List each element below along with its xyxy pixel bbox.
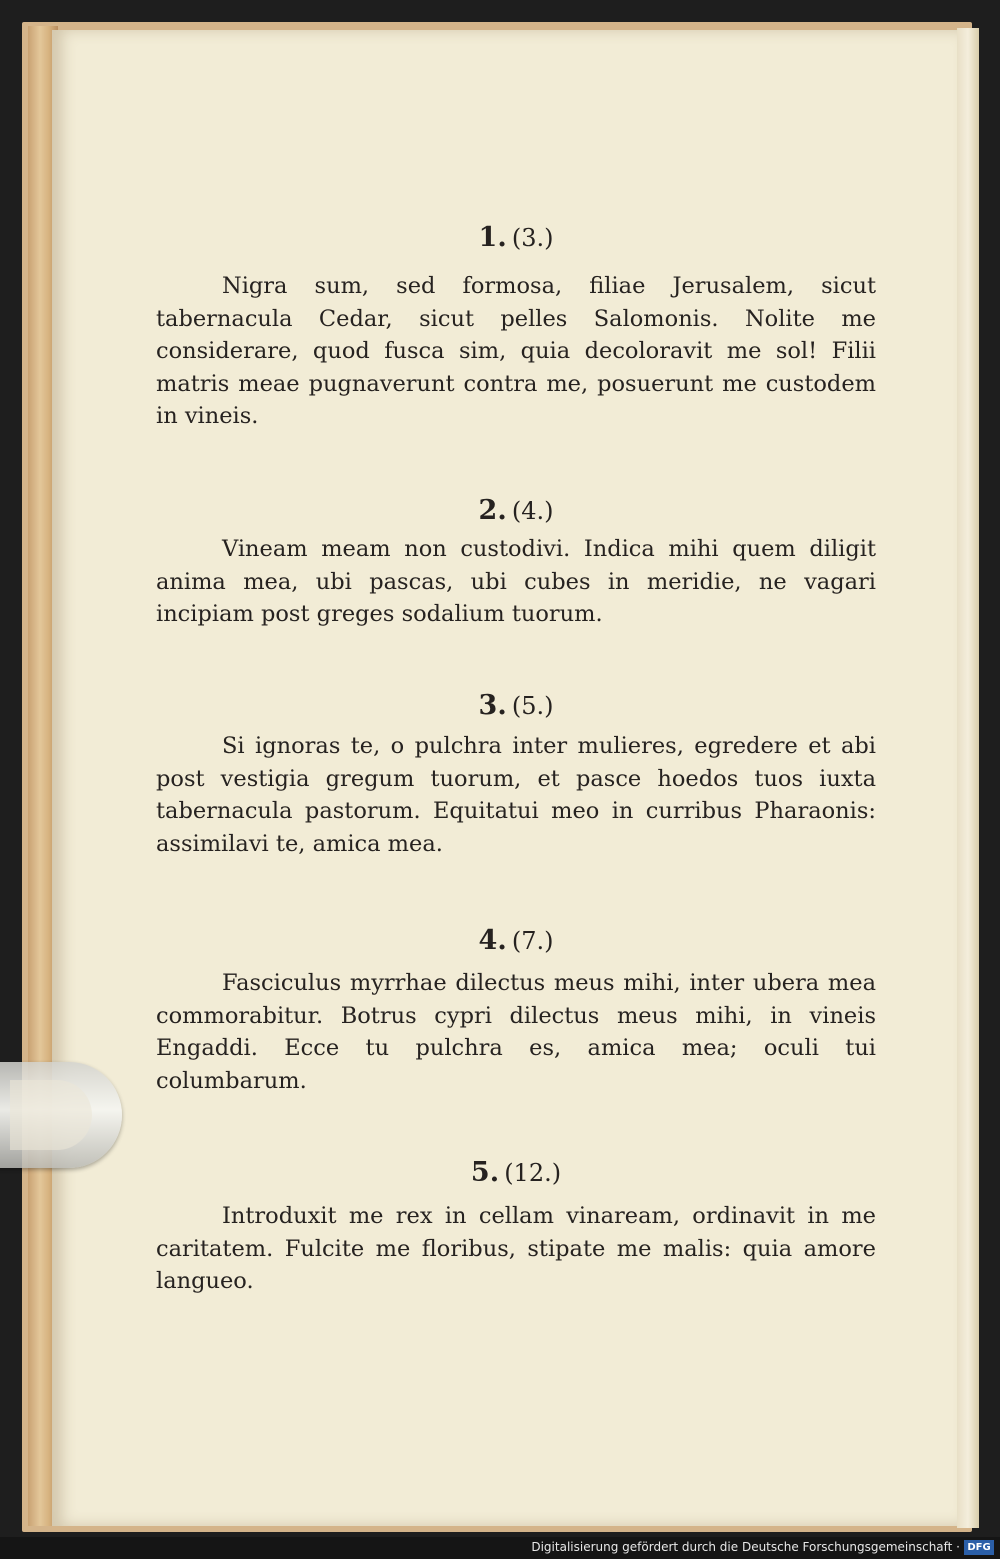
section-heading-5	[156, 1157, 876, 1188]
section-text-2	[156, 533, 876, 631]
section-reference: (7.)	[511, 927, 554, 955]
section-reference: (5.)	[511, 692, 554, 720]
section-reference: (4.)	[511, 497, 554, 525]
section-number: 4.	[478, 925, 507, 956]
section-paragraph: Si ignoras te, o pulchra inter mulieres, egredere et abi post vestigia gregum tuorum, et pasce hoedos tuos iuxta tabernacula pastorum. Equitatui meo in curribus Pharaonis: assimilavi te, amica mea.	[156, 733, 876, 857]
section-paragraph: Introduxit me rex in cellam vinaream, ordinavit in me caritatem. Fulcite me floribus, stipate me malis: quia amore langueo.	[156, 1203, 876, 1294]
section-heading-3	[156, 690, 876, 721]
section-number: 2.	[478, 495, 507, 526]
section-paragraph: Vineam meam non custodivi. Indica mihi quem diligit anima mea, ubi pascas, ubi cubes in meridie, ne vagari incipiam post greges sodalium tuorum.	[156, 536, 876, 627]
section-heading-2	[156, 495, 876, 526]
section-heading-4	[156, 925, 876, 956]
section-number: 1.	[478, 222, 507, 253]
section-text-1	[156, 270, 876, 433]
page-clip	[0, 1062, 122, 1168]
dfg-logo-icon: DFG	[964, 1540, 994, 1555]
section-reference: (12.)	[504, 1159, 562, 1187]
funding-notice: Digitalisierung gefördert durch die Deutsche Forschungsgemeinschaft ·	[531, 1540, 960, 1554]
digitization-footer	[0, 1537, 1000, 1559]
section-text-4	[156, 967, 876, 1097]
section-paragraph: Nigra sum, sed formosa, filiae Jerusalem, sicut tabernacula Cedar, sicut pelles Salomonis. Nolite me considerare, quod fusca sim, quia decoloravit me sol! Filii matris meae pugnaverunt contra me, posuerunt me custodem in vineis.	[156, 273, 876, 429]
section-number: 3.	[478, 690, 507, 721]
section-text-5	[156, 1200, 876, 1298]
section-reference: (3.)	[511, 224, 554, 252]
section-heading-1	[156, 222, 876, 253]
section-number: 5.	[470, 1157, 500, 1188]
page-edge-strip	[957, 28, 979, 1528]
section-paragraph: Fasciculus myrrhae dilectus meus mihi, inter ubera mea commorabitur. Botrus cypri dilectus meus mihi, in vineis Engaddi. Ecce tu pulchra es, amica mea; oculi tui columbarum.	[156, 970, 876, 1094]
section-text-3	[156, 730, 876, 860]
